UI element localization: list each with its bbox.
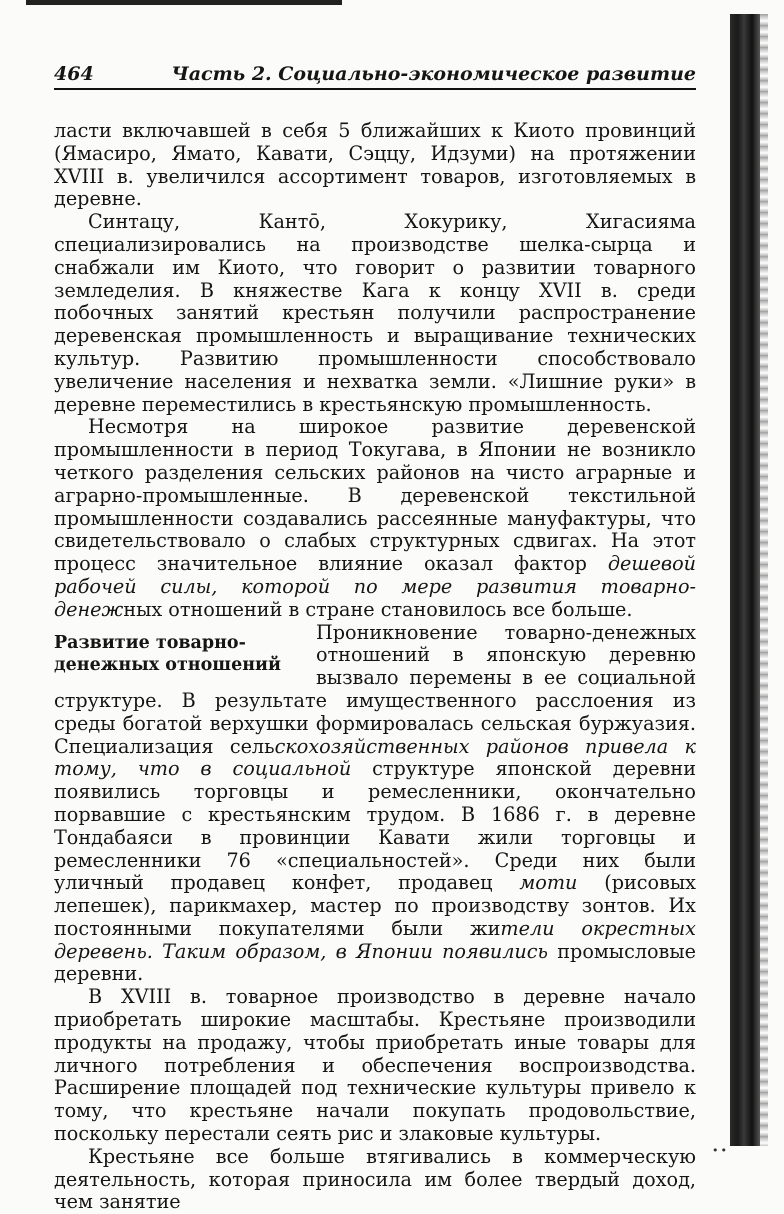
paragraph-3-italic: дешевой рабочей силы, которой по мере развития товарно-денеж [54,552,696,621]
book-page [54,62,696,1214]
paragraph-4-end: промысловые деревни. [54,939,696,986]
scan-edge-noise [760,14,768,1146]
section-heading: Развитие товарно-денежных отношений [54,632,281,676]
paragraph-3-text: Несмотря на широкое развитие деревенской промышленности в период Токугава, в Японии не возникло четкого разделения сельских районов на чисто аграрные и аграрно-промышленные. В деревенской текстильной промышленности создавались рассеянные мануфактуры, что свидетельствовало о слабых структурных сдвигах. На этот процесс значительное влияние оказал фактор [54,415,696,576]
paragraph-5: В XVIII в. товарное производство в деревне начало приобретать широкие масштабы. Крестьяне производили продукты на продажу, чтобы приобретать иные товары для личного потребления и обеспечения воспроизводства. Расширение площадей под технические культуры привело к тому, что крестьяне начали покупать продовольствие, поскольку перестали сеять рис и злаковые культуры. [54,985,696,1146]
running-title: Часть 2. Социально-экономическое развитие [171,63,696,85]
paragraph-2: Синтацу, Кантō, Хокурику, Хигасияма специализировались на производстве шелка-сырца и снабжали им Киото, что говорит о развитии товарного земледелия. В княжестве Кага к концу XVII в. среди побочных занятий крестьян получили распространение деревенская промышленность и выращивание технических культур. Развитию промышленности способствовало увеличение населения и нехватка земли. «Лишние руки» в деревне переместились в крестьянскую промышленность. [54,210,696,416]
paragraph-4-term-moti: моти [519,871,578,895]
scan-marks: •• [712,1144,729,1157]
paragraph-3-end: ных отношений в стране становилось все больше. [123,597,633,621]
page-header [54,62,696,90]
paragraph-6: Крестьяне все больше втягивались в коммерческую деятельность, которая приносила им более твердый доход, чем занятие [54,1144,696,1214]
scanned-page-edge [730,14,768,1146]
scan-edge-shadow [730,14,760,1146]
page-number: 464 [54,63,94,85]
paragraph-4-text: Проникновение товарно-денежных отношений в японскую деревню вызвало перемены в ее социальной структуре. В результате имущественного расслоения из среды богатой верхушки формировалась сельская буржуазия. Специализация сель [54,620,696,758]
scan-top-bar [26,0,342,5]
paragraph-4-text-3: (рисовых лепешек), парикмахер, мастер по производству зонтов. Их постоянными покупателями были жи [54,871,696,940]
body-text [54,120,696,1214]
paragraph-1: ласти включавшей в себя 5 ближайших к Киото провинций (Ямасиро, Ямато, Кавати, Сэццу, Идзуми) на протяжении XVIII в. увеличился ассортимент товаров, изготовляемых в деревне. [54,119,696,211]
paragraph-3 [54,416,696,621]
paragraph-4-italic-2: тели окрестных деревень. Таким образом, в Японии появились [54,916,696,963]
paragraph-4-italic-1: скохозяйственных районов привела к тому, что в социальной [54,734,696,781]
paragraph-4-text-2: структуре японской деревни появились торговцы и ремесленники, окончательно порвавшие с крестьянским трудом. В 1686 г. в деревне Тондабаяси в провинции Кавати жили торговцы и ремесленники 76 «специальностей». Среди них были уличный продавец конфет, продавец [54,757,696,895]
